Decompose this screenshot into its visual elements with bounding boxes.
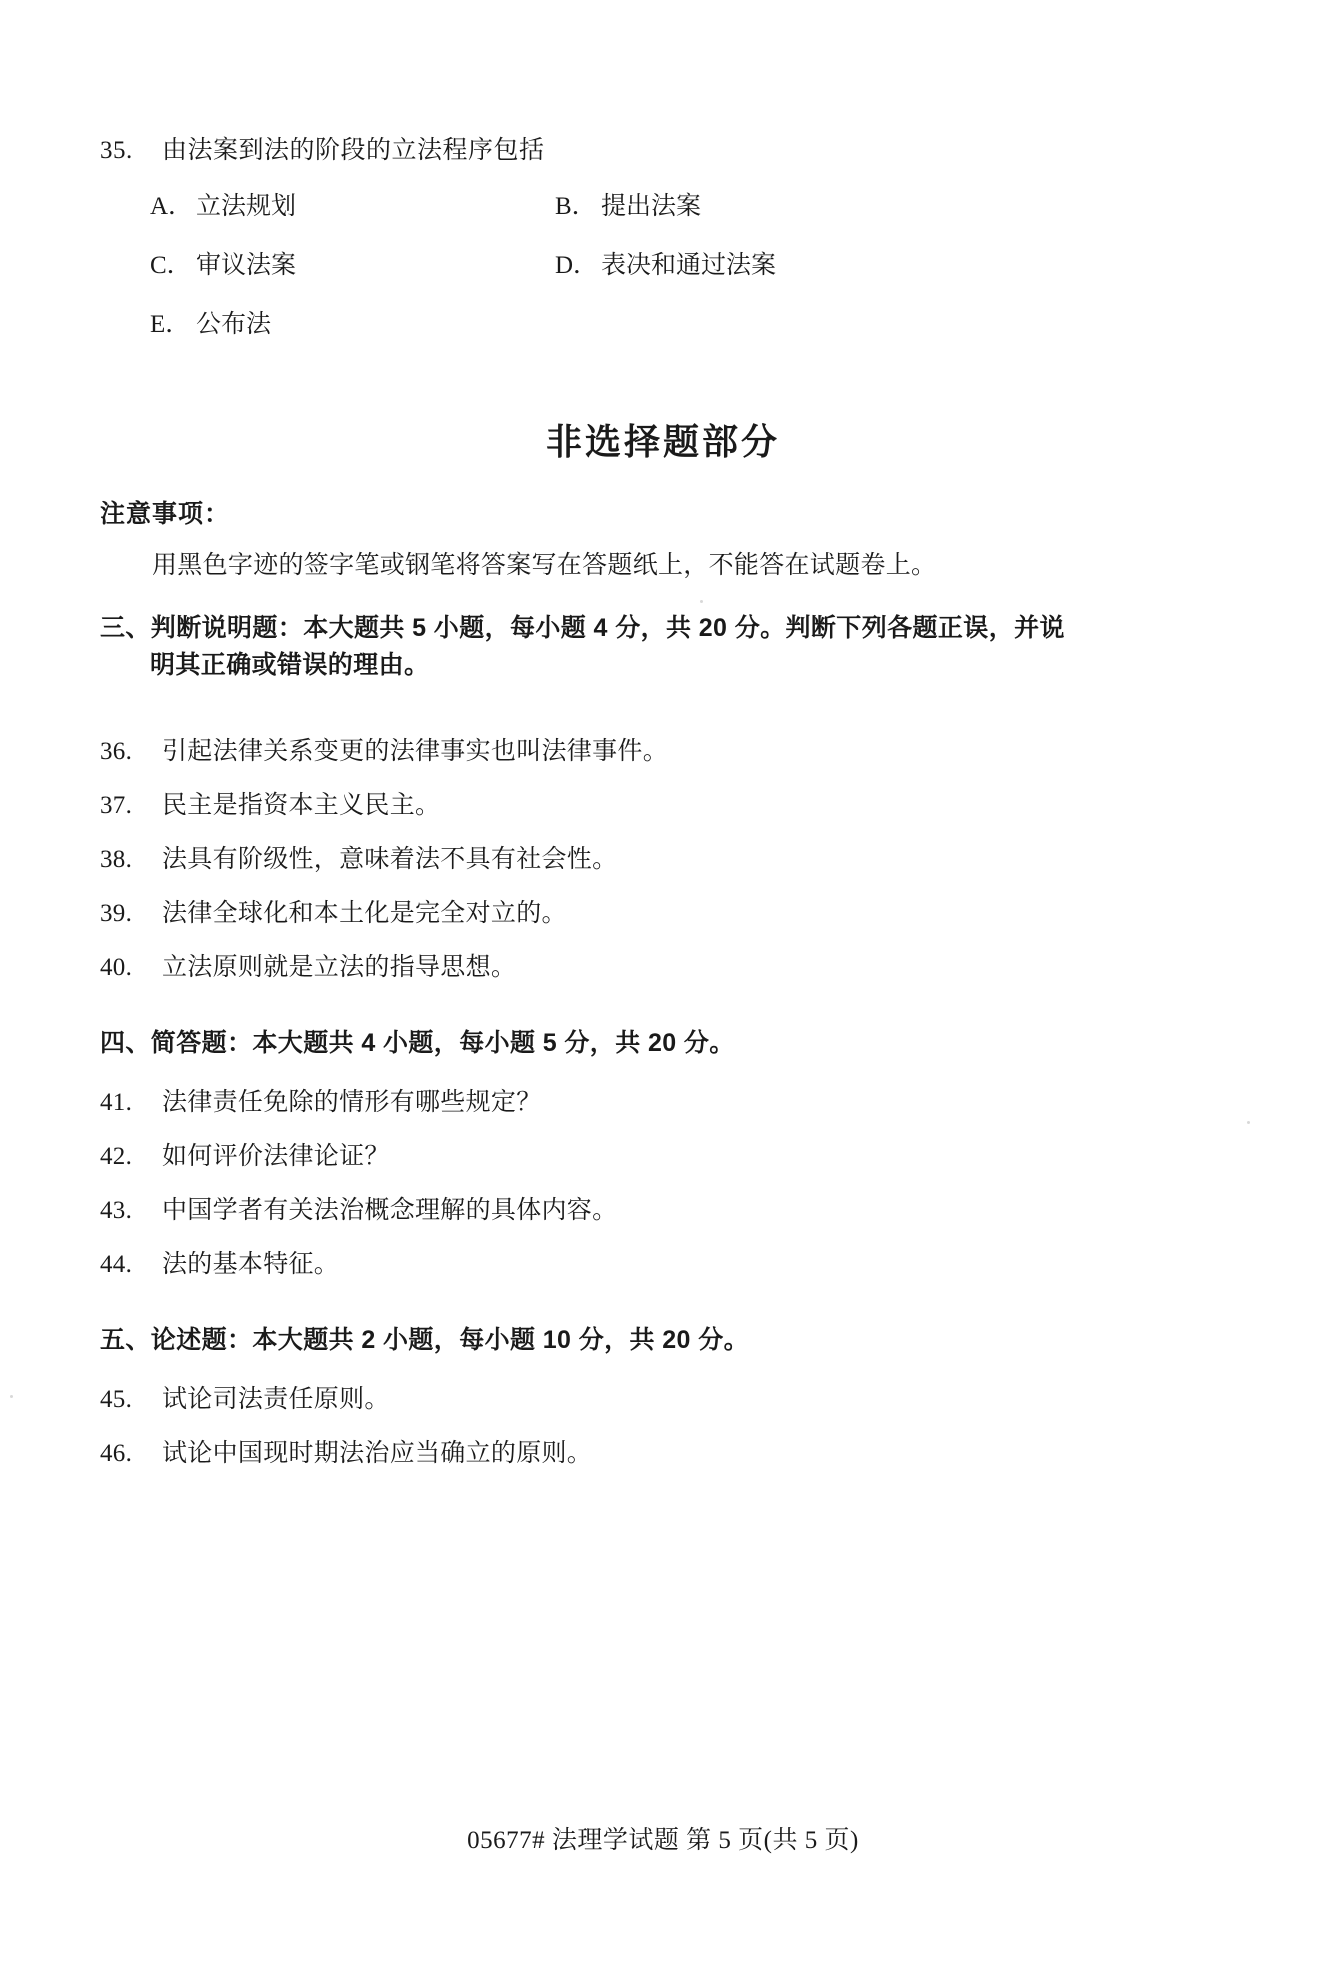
question-40 xyxy=(100,947,516,983)
question-40-text: 立法原则就是立法的指导思想。 xyxy=(162,954,517,981)
notice-heading: 注意事项： xyxy=(100,500,231,528)
question-35-stem xyxy=(100,138,1220,163)
question-42-text: 如何评价法律论证？ xyxy=(162,1143,390,1170)
question-41-number: 41. xyxy=(100,1089,133,1116)
option-d[interactable] xyxy=(555,245,1220,281)
option-a-text: 立法规划 xyxy=(196,193,297,220)
question-36 xyxy=(100,731,668,767)
option-b-letter: B． xyxy=(555,193,597,220)
question-35-options-row-2 xyxy=(100,245,1220,281)
question-37-text: 民主是指资本主义民主。 xyxy=(162,792,441,819)
section-3-heading-line-1: 三、判断说明题：本大题共 5 小题，每小题 4 分，共 20 分。判断下列各题正误，并说 xyxy=(100,614,1065,642)
question-46 xyxy=(100,1433,592,1469)
question-45-number: 45. xyxy=(100,1386,133,1413)
question-38-text: 法具有阶级性，意味着法不具有社会性。 xyxy=(162,846,618,873)
question-41 xyxy=(100,1082,542,1118)
option-d-text: 表决和通过法案 xyxy=(601,252,777,279)
question-44-number: 44. xyxy=(100,1251,133,1278)
question-35 xyxy=(100,138,1220,340)
scan-speck xyxy=(700,600,703,603)
question-39-number: 39. xyxy=(100,900,133,927)
section-5-heading-text: 五、论述题：本大题共 2 小题，每小题 10 分，共 20 分。 xyxy=(100,1326,749,1354)
option-e-text: 公布法 xyxy=(196,311,272,338)
question-35-text: 由法案到法的阶段的立法程序包括 xyxy=(162,137,545,164)
question-46-text: 试论中国现时期法治应当确立的原则。 xyxy=(162,1440,593,1467)
question-43-text: 中国学者有关法治概念理解的具体内容。 xyxy=(162,1197,618,1224)
question-42-number: 42. xyxy=(100,1143,133,1170)
question-43-number: 43. xyxy=(100,1197,133,1224)
question-37-number: 37. xyxy=(100,792,133,819)
question-39-text: 法律全球化和本土化是完全对立的。 xyxy=(162,900,567,927)
question-39 xyxy=(100,893,567,929)
option-b[interactable] xyxy=(555,186,1220,222)
section-3-heading-line-2: 明其正确或错误的理由。 xyxy=(150,650,430,679)
option-e-letter: E． xyxy=(150,311,191,338)
question-36-text: 引起法律关系变更的法律事实也叫法律事件。 xyxy=(162,738,669,765)
question-35-number: 35. xyxy=(100,137,133,164)
question-38 xyxy=(100,839,617,875)
question-35-options-row-3 xyxy=(100,304,1220,340)
question-45 xyxy=(100,1379,390,1415)
question-36-number: 36. xyxy=(100,738,133,765)
question-46-number: 46. xyxy=(100,1440,133,1467)
scan-speck xyxy=(10,1395,13,1398)
question-42 xyxy=(100,1136,390,1172)
option-c-text: 审议法案 xyxy=(196,252,297,279)
section-5-heading xyxy=(100,1322,1220,1359)
question-41-text: 法律责任免除的情形有哪些规定？ xyxy=(162,1089,542,1116)
question-40-number: 40. xyxy=(100,954,133,981)
question-44-text: 法的基本特征。 xyxy=(162,1251,340,1278)
page-title: 非选择题部分 xyxy=(545,421,780,462)
page-footer: 05677# 法理学试题 第 5 页(共 5 页) xyxy=(467,1827,859,1854)
question-43 xyxy=(100,1190,617,1226)
question-35-options-row-1 xyxy=(100,186,1220,222)
option-d-letter: D． xyxy=(555,252,599,279)
notice-body: 用黑色字迹的签字笔或钢笔将答案写在答题纸上，不能答在试题卷上。 xyxy=(152,552,937,579)
option-a-letter: A． xyxy=(150,193,194,220)
option-a[interactable] xyxy=(150,186,555,222)
section-4-heading xyxy=(100,1025,1220,1062)
option-row-3-spacer xyxy=(555,304,1220,340)
section-4-heading-text: 四、简答题：本大题共 4 小题，每小题 5 分，共 20 分。 xyxy=(100,1029,735,1057)
option-e[interactable] xyxy=(150,304,555,340)
section-3-heading xyxy=(100,610,1220,683)
question-38-number: 38. xyxy=(100,846,133,873)
question-45-text: 试论司法责任原则。 xyxy=(162,1386,390,1413)
option-c-letter: C． xyxy=(150,252,192,279)
question-37 xyxy=(100,785,440,821)
option-b-text: 提出法案 xyxy=(601,193,702,220)
question-44 xyxy=(100,1244,339,1280)
scan-speck xyxy=(1247,1121,1250,1124)
option-c[interactable] xyxy=(150,245,555,281)
